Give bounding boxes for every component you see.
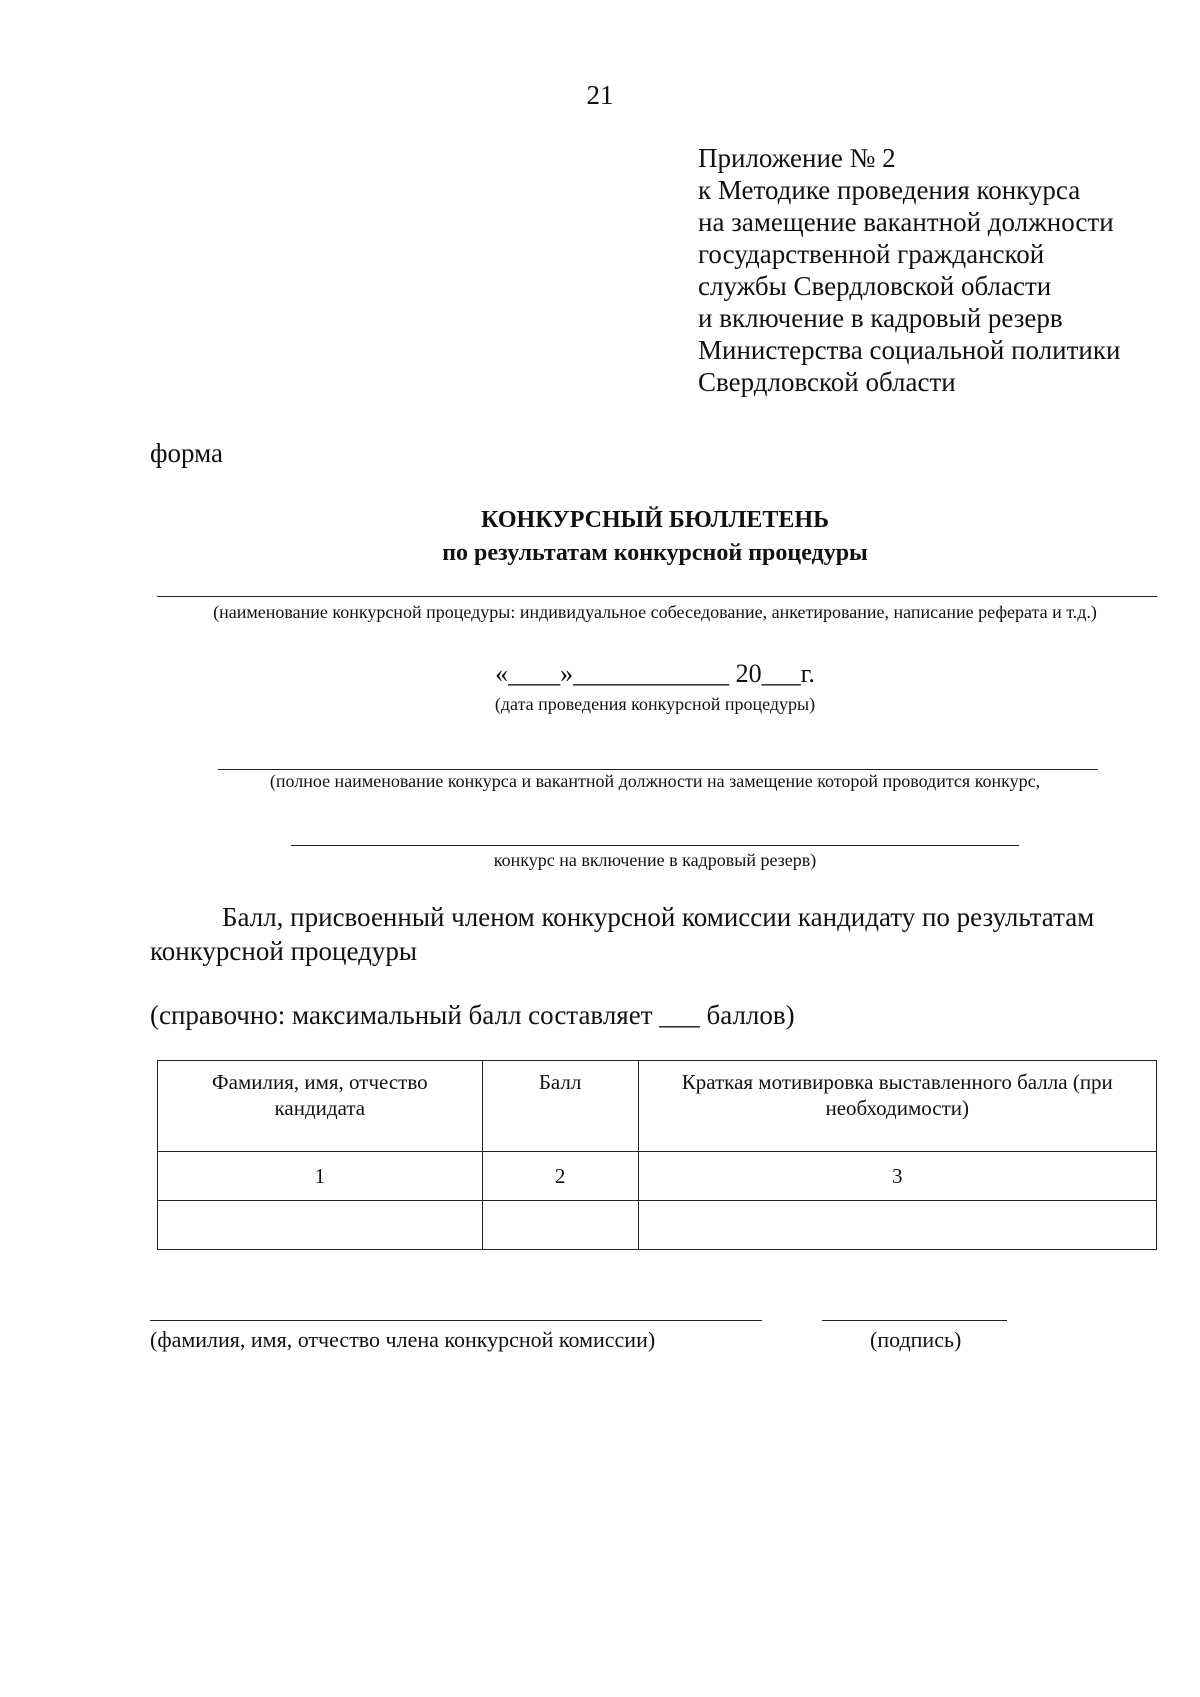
column-number: 3 bbox=[638, 1152, 1156, 1201]
contest-caption-2: конкурс на включение в кадровый резерв) bbox=[493, 850, 817, 870]
header-candidate-name: Фамилия, имя, отчество кандидата bbox=[158, 1061, 483, 1152]
appendix-line: службы Свердловской области bbox=[698, 271, 1052, 301]
header-motivation: Краткая мотивировка выставленного балла (при необходимости) bbox=[638, 1061, 1156, 1152]
date-line[interactable]: «____»____________ 20___г. bbox=[495, 659, 815, 688]
page-number: 21 bbox=[586, 80, 614, 110]
member-name-caption: (фамилия, имя, отчество члена конкурсной комиссии) bbox=[150, 1327, 656, 1352]
appendix-block bbox=[698, 142, 1120, 398]
form-label: форма bbox=[150, 438, 223, 468]
column-number: 1 bbox=[158, 1152, 483, 1201]
table-row[interactable] bbox=[158, 1201, 1157, 1250]
reference-text: (справочно: максимальный балл составляет ___ баллов) bbox=[150, 1000, 795, 1030]
appendix-line: к Методике проведения конкурса bbox=[698, 175, 1081, 205]
procedure-caption: (наименование конкурсной процедуры: индивидуальное собеседование, анкетирование, написание реферата и т.д.) bbox=[213, 602, 1097, 622]
appendix-line: и включение в кадровый резерв bbox=[698, 303, 1063, 333]
date-caption: (дата проведения конкурсной процедуры) bbox=[494, 694, 816, 714]
column-number: 2 bbox=[482, 1152, 638, 1201]
contest-caption-1: (полное наименование конкурса и вакантной должности на замещение которой проводится конкурс, bbox=[269, 771, 1041, 791]
contest-name-line[interactable] bbox=[218, 769, 1098, 770]
appendix-line: государственной гражданской bbox=[698, 239, 1045, 269]
table-number-row bbox=[158, 1152, 1157, 1201]
candidate-name-cell[interactable] bbox=[158, 1201, 483, 1250]
document-title: КОНКУРСНЫЙ БЮЛЛЕТЕНЬ bbox=[481, 507, 829, 533]
score-text: Балл, присвоенный членом конкурсной комиссии кандидату по результатам конкурсной процедуры bbox=[150, 902, 1095, 966]
appendix-line: Приложение № 2 bbox=[698, 143, 896, 173]
reserve-contest-line[interactable] bbox=[291, 845, 1019, 846]
motivation-cell[interactable] bbox=[638, 1201, 1156, 1250]
appendix-line: Свердловской области bbox=[698, 367, 956, 397]
member-name-line[interactable] bbox=[150, 1320, 762, 1321]
results-table bbox=[157, 1060, 1157, 1250]
header-score: Балл bbox=[482, 1061, 638, 1152]
table-header-row bbox=[158, 1061, 1157, 1152]
signature-line[interactable] bbox=[822, 1320, 1007, 1321]
appendix-line: Министерства социальной политики bbox=[698, 335, 1121, 365]
document-subtitle: по результатам конкурсной процедуры bbox=[442, 540, 868, 566]
signature-caption: (подпись) bbox=[870, 1327, 962, 1352]
appendix-line: на замещение вакантной должности bbox=[698, 207, 1114, 237]
procedure-name-line[interactable] bbox=[157, 596, 1157, 597]
score-cell[interactable] bbox=[482, 1201, 638, 1250]
